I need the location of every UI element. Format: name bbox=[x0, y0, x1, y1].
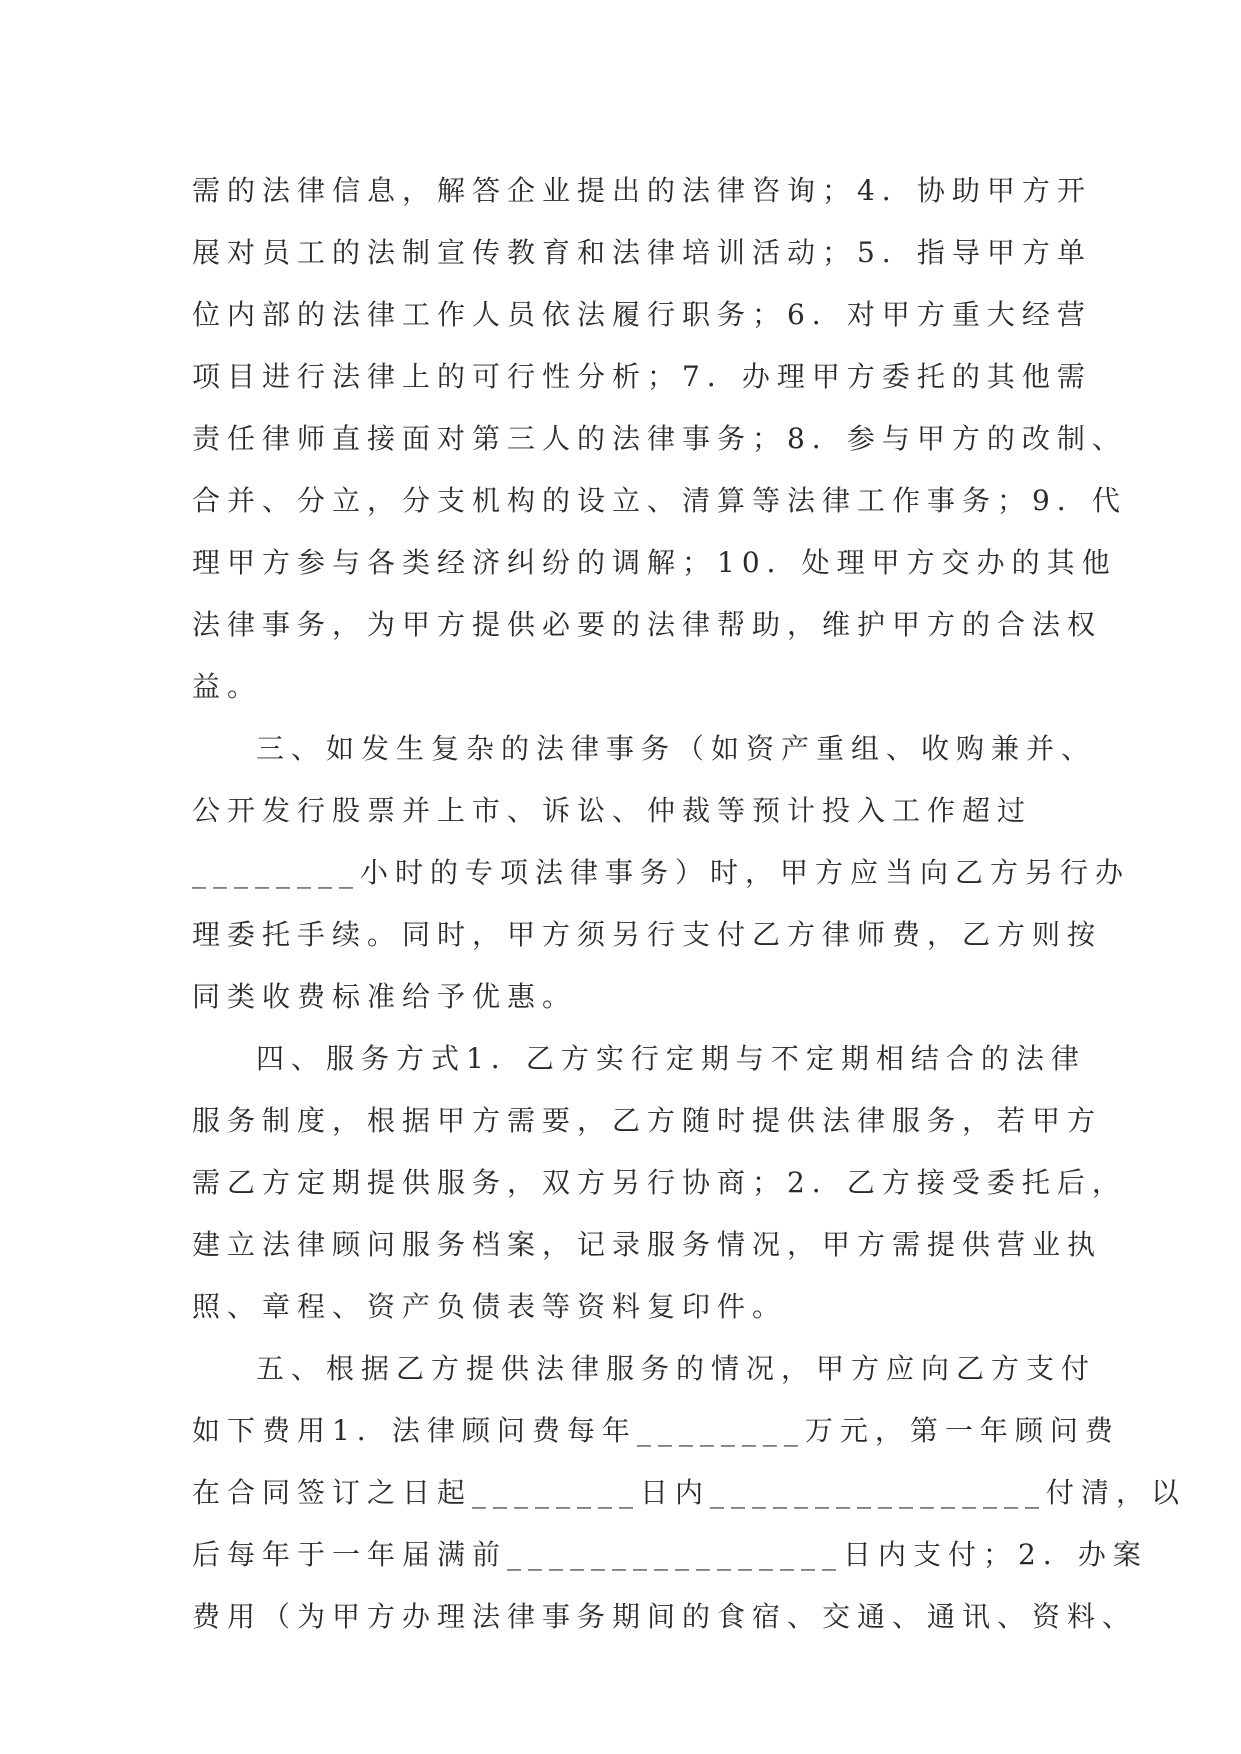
text-line: 需乙方定期提供服务，双方另行协商；2．乙方接受委托后， bbox=[192, 1166, 1127, 1199]
text-line: 照、章程、资产负债表等资料复印件。 bbox=[192, 1290, 788, 1323]
section-3-heading-line: 三、如发生复杂的法律事务（如资产重组、收购兼并、 bbox=[256, 732, 1097, 765]
text-line: 展对员工的法制宣传教育和法律培训活动；5．指导甲方单 bbox=[192, 236, 1092, 269]
text-line: 位内部的法律工作人员依法履行职务；6．对甲方重大经营 bbox=[192, 298, 1092, 331]
text-line: 需的法律信息，解答企业提出的法律咨询；4．协助甲方开 bbox=[192, 174, 1092, 207]
text-line: 费用（为甲方办理法律事务期间的食宿、交通、通讯、资料、 bbox=[192, 1600, 1138, 1633]
text-line: 项目进行法律上的可行性分析；7．办理甲方委托的其他需 bbox=[192, 360, 1092, 393]
text-line: 服务制度，根据甲方需要，乙方随时提供法律服务，若甲方 bbox=[192, 1104, 1103, 1137]
section-5-heading-line: 五、根据乙方提供法律服务的情况，甲方应向乙方支付 bbox=[256, 1352, 1097, 1385]
text-line: 在合同签订之日起________日内________________付清，以 bbox=[192, 1476, 1187, 1509]
text-line: 益。 bbox=[192, 670, 263, 703]
text-line: 理甲方参与各类经济纠纷的调解；10．处理甲方交办的其他 bbox=[192, 546, 1117, 579]
text-line: 合并、分立，分支机构的设立、清算等法律工作事务；9．代 bbox=[192, 484, 1127, 517]
text-line: ________小时的专项法律事务）时，甲方应当向乙方另行办 bbox=[192, 856, 1131, 889]
text-line: 理委托手续。同时，甲方须另行支付乙方律师费，乙方则按 bbox=[192, 918, 1103, 951]
section-4-heading-line: 四、服务方式1．乙方实行定期与不定期相结合的法律 bbox=[256, 1042, 1086, 1075]
text-line: 建立法律顾问服务档案，记录服务情况，甲方需提供营业执 bbox=[192, 1228, 1103, 1261]
text-line: 法律事务，为甲方提供必要的法律帮助，维护甲方的合法权 bbox=[192, 608, 1103, 641]
text-line: 公开发行股票并上市、诉讼、仲裁等预计投入工作超过 bbox=[192, 794, 1033, 827]
text-line: 后每年于一年届满前________________日内支付；2．办案 bbox=[192, 1538, 1148, 1571]
document-body bbox=[192, 160, 1187, 1648]
text-line: 责任律师直接面对第三人的法律事务；8．参与甲方的改制、 bbox=[192, 422, 1127, 455]
text-line: 同类收费标准给予优惠。 bbox=[192, 980, 578, 1013]
text-line: 如下费用1．法律顾问费每年________万元，第一年顾问费 bbox=[192, 1414, 1120, 1447]
